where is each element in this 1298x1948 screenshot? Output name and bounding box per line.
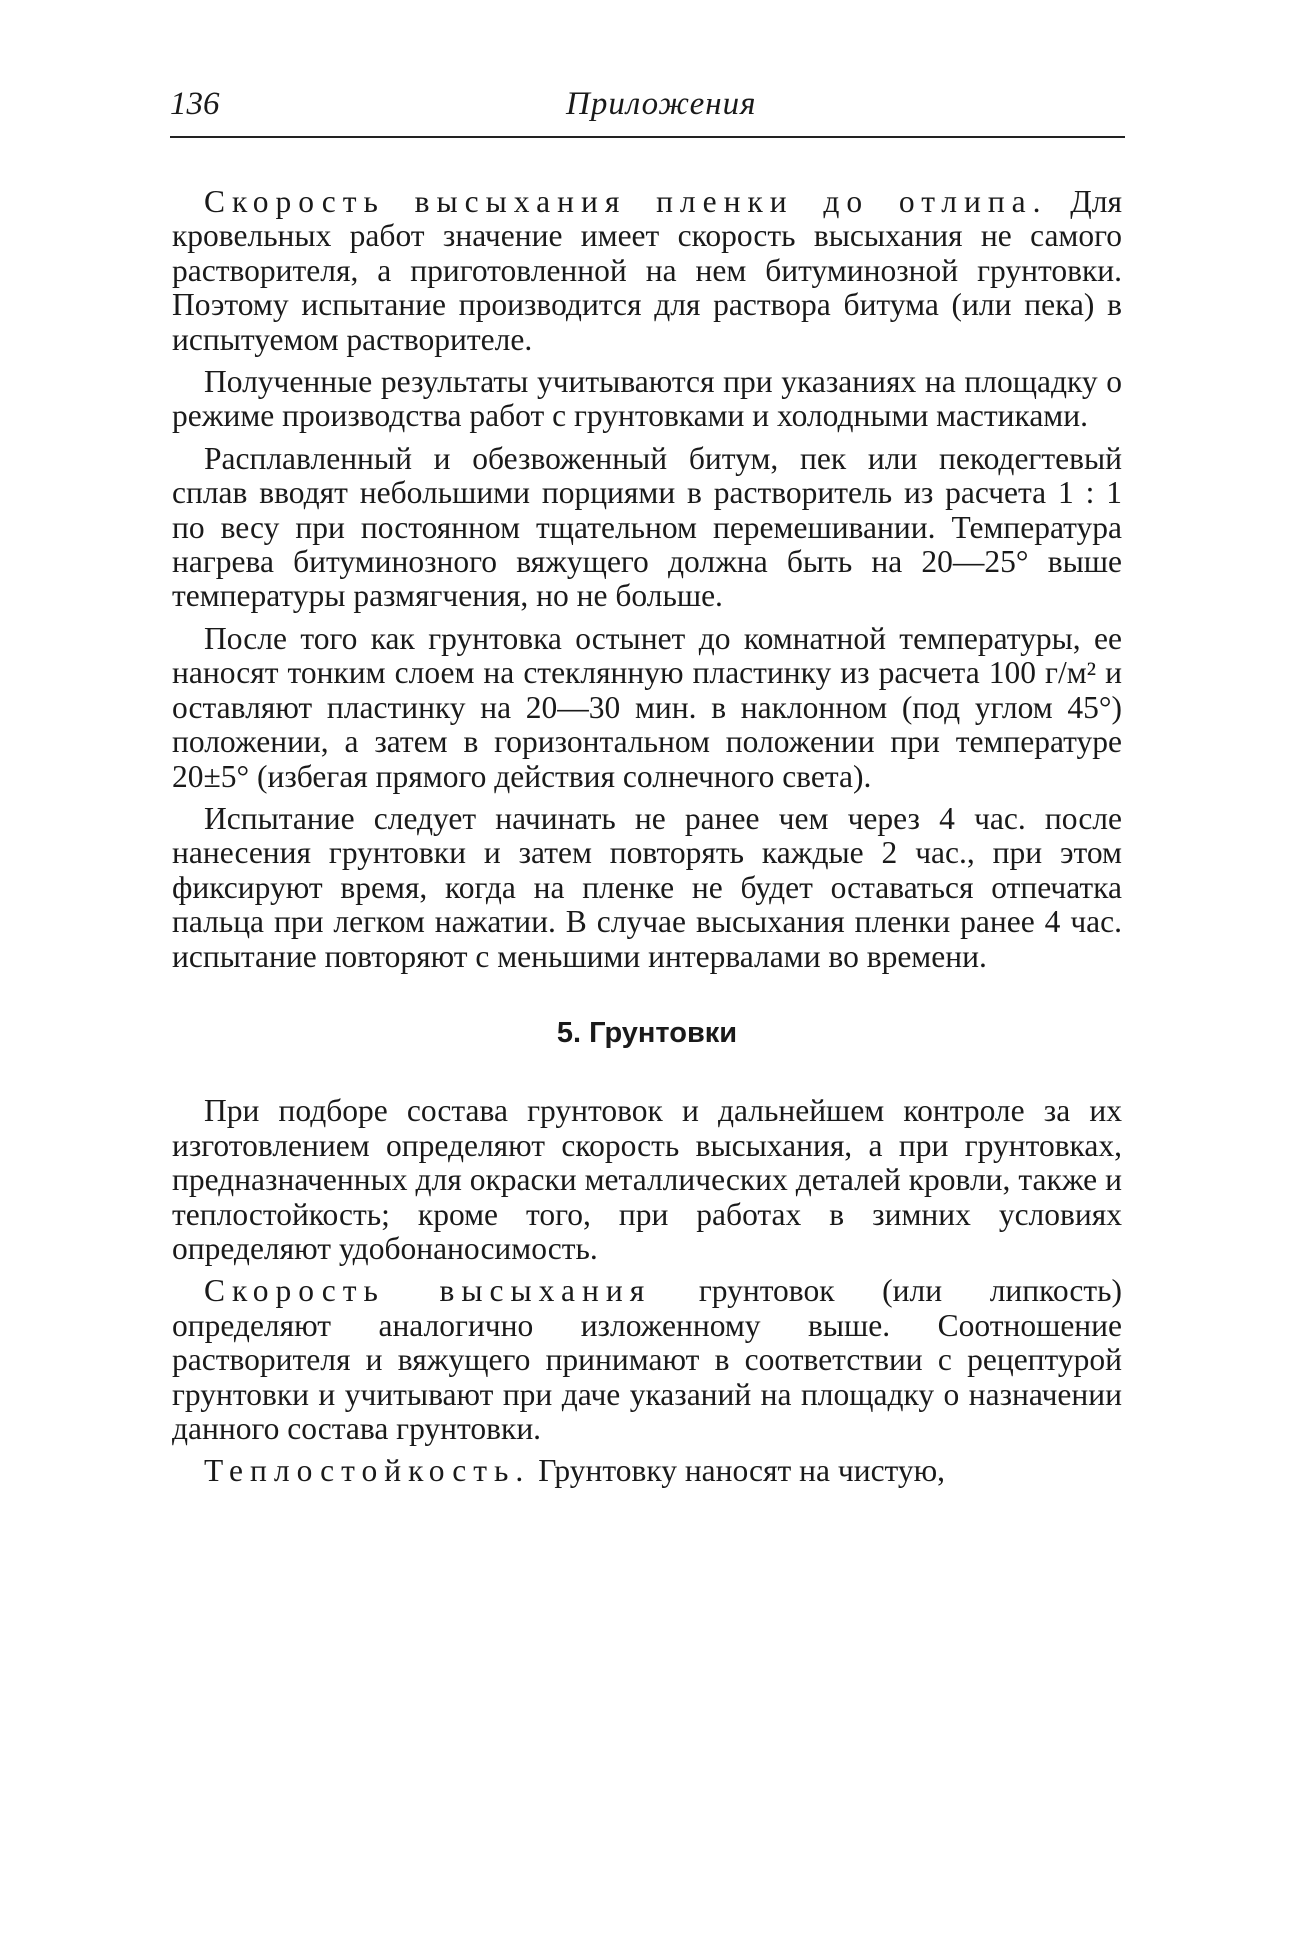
paragraph-text: После того как грунтовка остынет до комнатной температуры, ее наносят тонким слоем на стеклянную пластинку из расчета 100 г/м² и оставляют пластинку на 20—30 мин. в наклонном (под углом 45°) положении, а затем в горизонтальном положении при температуре 20±5° (избегая прямого действия солнечного света). — [172, 620, 1122, 794]
running-title: Приложения — [566, 86, 757, 122]
paragraph-primer-selection — [172, 1094, 1122, 1266]
paragraph-text: Расплавленный и обезвоженный битум, пек или пекодегтевый сплав вводят небольшими порциями в растворитель из расчета 1 : 1 по весу при постоянном тщательном перемешивании. Температура нагрева битуминозного вяжущего должна быть на 20—25° выше температуры размягчения, но не больше. — [172, 440, 1122, 614]
paragraph-lead: Теплостойкость. — [204, 1453, 531, 1489]
paragraph-results — [172, 365, 1122, 434]
body-text — [172, 185, 1122, 1497]
paragraph-text: грунтовок (или липкость) определяют аналогично изложенному выше. Соотношение растворителя и вяжущего принимают в соответствии с рецептурой грунтовки и учитывают при даче указаний на площадку о назначении данного состава грунтовки. — [172, 1273, 1122, 1446]
paragraph-drying-speed — [172, 185, 1122, 357]
page-number: 136 — [170, 86, 220, 122]
paragraph-test-timing — [172, 802, 1122, 974]
paragraph-lead: Скорость высыхания — [204, 1273, 652, 1309]
paragraph-primer-drying — [172, 1274, 1122, 1446]
page-header — [170, 86, 1125, 132]
header-rule — [170, 136, 1125, 138]
paragraph-lead: Скорость высыхания пленки до отлипа. — [204, 184, 1048, 219]
paragraph-heat-resistance — [172, 1454, 1122, 1488]
paragraph-text: Для кровельных работ значение имеет скорость высыхания не самого растворителя, а приготовленной на нем битуминозной грунтовки. Поэтому испытание производится для раствора битума (или пека) в испытуемом растворителе. — [172, 184, 1122, 357]
paragraph-text: Полученные результаты учитываются при указаниях на площадку о режиме производства работ с грунтовками и холодными мастиками. — [172, 364, 1122, 434]
paragraph-glass-plate — [172, 622, 1122, 794]
section-heading: 5. Грунтовки — [556, 1016, 738, 1049]
paragraph-melted-bitumen — [172, 442, 1122, 614]
paragraph-text: Испытание следует начинать не ранее чем через 4 час. после нанесения грунтовки и затем повторять каждые 2 час., при этом фиксируют время, когда на пленке не будет оставаться отпечатка пальца при легком нажатии. В случае высыхания пленки ранее 4 час. испытание повторяют с меньшими интервалами во времени. — [172, 800, 1122, 974]
paragraph-text: Грунтовку наносят на чистую, — [530, 1453, 946, 1489]
paragraph-text: При подборе состава грунтовок и дальнейшем контроле за их изготовлением определяют скорость высыхания, а при грунтовках, предназначенных для окраски металлических деталей кровли, также и теплостойкость; кроме того, при работах в зимних условиях определяют удобонаносимость. — [172, 1093, 1122, 1266]
